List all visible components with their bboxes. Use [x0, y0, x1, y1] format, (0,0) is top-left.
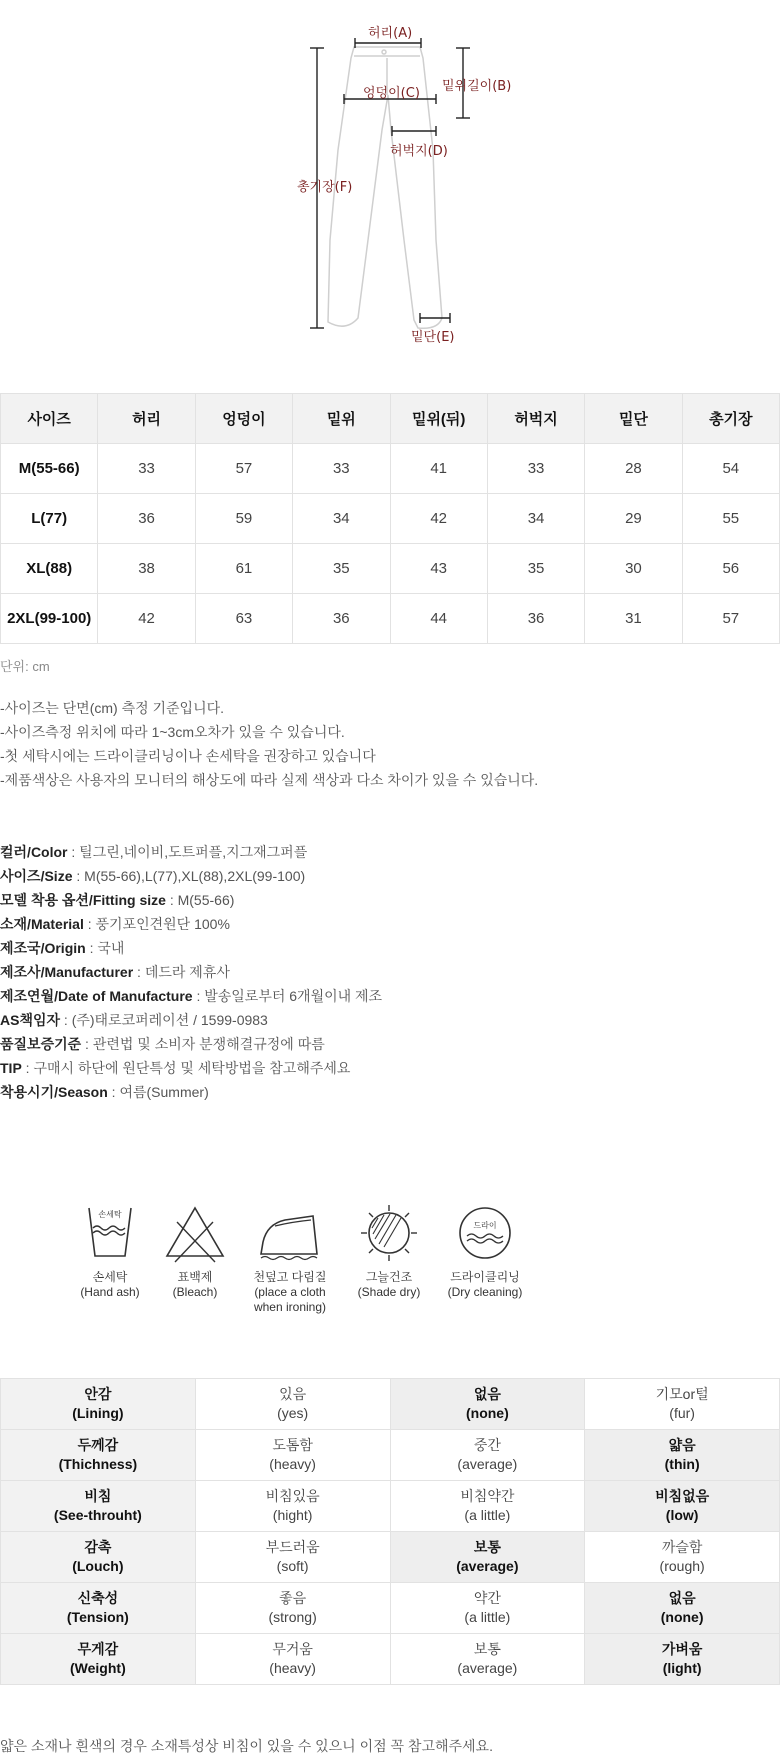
value-cell: 36: [487, 594, 584, 644]
spec-line: [0, 888, 382, 912]
care-iron: [235, 1202, 345, 1315]
opt-en: (yes): [277, 1405, 309, 1421]
opt-ko: 비침약간: [460, 1488, 515, 1504]
value-cell: 33: [293, 444, 390, 494]
care-sublabel: (place a cloth: [254, 1285, 326, 1299]
spec-line: [0, 864, 382, 888]
header-length: 총기장: [682, 394, 779, 444]
spec-value: : M(55-66),L(77),XL(88),2XL(99-100): [72, 868, 306, 884]
value-cell: 44: [390, 594, 487, 644]
opt-en: (heavy): [269, 1456, 316, 1472]
opt-en: (hight): [272, 1507, 313, 1523]
opt-en: (low): [665, 1507, 699, 1523]
opt-en: (a little): [464, 1507, 511, 1523]
opt-ko: 보통: [473, 1641, 501, 1657]
spec-key: TIP: [0, 1060, 22, 1076]
length-label: 총기장(F): [297, 180, 353, 195]
option-cell: [390, 1583, 585, 1634]
option-cell: [195, 1430, 390, 1481]
option-cell: [390, 1430, 585, 1481]
size-cell: M(55-66): [1, 444, 98, 494]
hand-wash-badge: 손세탁: [98, 1210, 122, 1219]
dry-clean-badge: 드라이: [473, 1221, 497, 1230]
opt-ko: 있음: [279, 1386, 307, 1402]
header-hip: 엉덩이: [195, 394, 292, 444]
rise-label: 밑위길이(B): [442, 79, 512, 94]
option-cell: [390, 1634, 585, 1685]
value-cell: 35: [487, 544, 584, 594]
opt-ko: 부드러움: [265, 1539, 320, 1555]
spec-line: [0, 1080, 382, 1104]
opt-ko: 없음: [668, 1590, 696, 1606]
fabric-row-tension: [1, 1583, 780, 1634]
care-dry-clean: [430, 1202, 540, 1300]
attr-en: (Lining): [72, 1405, 124, 1421]
value-cell: 33: [487, 444, 584, 494]
opt-en: (average): [457, 1660, 518, 1676]
value-cell: 34: [293, 494, 390, 544]
spec-key: 품질보증기준: [0, 1036, 82, 1052]
note-line: -사이즈는 단면(cm) 측정 기준입니다.: [0, 700, 225, 716]
spec-value: : (주)태로코퍼레이션 / 1599-0983: [60, 1012, 268, 1028]
opt-en: (none): [660, 1609, 704, 1625]
value-cell: 42: [390, 494, 487, 544]
value-cell: 61: [195, 544, 292, 594]
fabric-table: [0, 1378, 780, 1685]
attr-en: (Thichness): [58, 1456, 138, 1472]
spec-key: 모델 착용 옵션/Fitting size: [0, 892, 166, 908]
spec-key: 제조연월/Date of Manufacture: [0, 988, 193, 1004]
opt-ko: 비침있음: [265, 1488, 320, 1504]
spec-line: [0, 912, 382, 936]
size-cell: L(77): [1, 494, 98, 544]
attr-ko: 신축성: [77, 1590, 119, 1606]
spec-value: : 국내: [85, 940, 125, 956]
spec-value: : 관련법 및 소비자 분쟁해결규정에 따름: [81, 1036, 325, 1052]
attr-cell: [1, 1532, 196, 1583]
pants-illustration: [0, 0, 780, 390]
option-cell: [195, 1583, 390, 1634]
care-sublabel: (Shade dry): [357, 1285, 421, 1299]
value-cell: 34: [487, 494, 584, 544]
measurement-diagram: [0, 0, 780, 390]
product-specs: [0, 840, 382, 1104]
value-cell: 38: [98, 544, 195, 594]
value-cell: 28: [585, 444, 682, 494]
attr-ko: 무게감: [77, 1641, 119, 1657]
opt-ko: 좋음: [279, 1590, 307, 1606]
option-cell: [585, 1532, 780, 1583]
opt-en: (a little): [464, 1609, 511, 1625]
value-cell: 54: [682, 444, 779, 494]
attr-en: (See-throuht): [53, 1507, 142, 1523]
option-cell: [195, 1481, 390, 1532]
thigh-label: 허벅지(D): [390, 144, 448, 159]
spec-line: [0, 1032, 382, 1056]
value-cell: 42: [98, 594, 195, 644]
attr-cell: [1, 1481, 196, 1532]
opt-en: (strong): [268, 1609, 317, 1625]
fabric-row-thickness: [1, 1430, 780, 1481]
opt-ko: 얇음: [668, 1437, 696, 1453]
care-shade-dry: [334, 1202, 444, 1300]
header-size: 사이즈: [1, 394, 98, 444]
spec-key: 소재/Material: [0, 916, 84, 932]
spec-value: : 구매시 하단에 원단특성 및 세탁방법을 참고해주세요: [21, 1060, 351, 1076]
spec-value: : 여름(Summer): [107, 1084, 209, 1100]
attr-cell: [1, 1430, 196, 1481]
value-cell: 33: [98, 444, 195, 494]
attr-en: (Weight): [70, 1660, 126, 1676]
fabric-row-weight: [1, 1634, 780, 1685]
attr-ko: 두께감: [77, 1437, 119, 1453]
header-back-rise: 밑위(뒤): [390, 394, 487, 444]
value-cell: 35: [293, 544, 390, 594]
option-cell-selected: [585, 1634, 780, 1685]
care-sublabel: (Dry cleaning): [447, 1285, 523, 1299]
care-label: 표백제: [177, 1270, 213, 1284]
attr-ko: 비침: [84, 1488, 112, 1504]
no-bleach-icon: [165, 1202, 225, 1264]
opt-ko: 가벼움: [661, 1641, 703, 1657]
value-cell: 63: [195, 594, 292, 644]
value-cell: 59: [195, 494, 292, 544]
spec-key: 컬러/Color: [0, 844, 68, 860]
spec-value: : 데드라 제휴사: [133, 964, 230, 980]
size-notes: [0, 696, 538, 792]
care-sublabel: when ironing): [253, 1300, 327, 1314]
opt-en: (soft): [276, 1558, 309, 1574]
spec-line: [0, 936, 382, 960]
value-cell: 43: [390, 544, 487, 594]
opt-ko: 도톰함: [272, 1437, 313, 1453]
opt-en: (rough): [659, 1558, 705, 1574]
spec-key: 제조사/Manufacturer: [0, 964, 134, 980]
spec-value: : M(55-66): [165, 892, 235, 908]
value-cell: 56: [682, 544, 779, 594]
opt-ko: 약간: [473, 1590, 501, 1606]
attr-cell: [1, 1379, 196, 1430]
opt-en: (fur): [669, 1405, 695, 1421]
option-cell: [195, 1379, 390, 1430]
waist-label: 허리(A): [368, 26, 413, 41]
value-cell: 55: [682, 494, 779, 544]
option-cell-selected: [390, 1532, 585, 1583]
care-label: 천덮고 다림질: [253, 1270, 327, 1284]
opt-ko: 기모or털: [655, 1386, 709, 1402]
attr-ko: 안감: [84, 1386, 112, 1402]
spec-key: 착용시기/Season: [0, 1084, 108, 1100]
attr-en: (Tension): [66, 1609, 129, 1625]
spec-key: 사이즈/Size: [0, 868, 73, 884]
opt-en: (average): [457, 1456, 518, 1472]
dry-clean-icon: [454, 1202, 516, 1264]
care-label: 그늘건조: [365, 1270, 413, 1284]
spec-line: [0, 1008, 382, 1032]
spec-line: [0, 984, 382, 1008]
opt-en: (heavy): [269, 1660, 316, 1676]
care-sublabel: (Hand ash): [80, 1285, 140, 1299]
size-table-header: [1, 394, 780, 444]
hand-wash-icon: [80, 1202, 140, 1264]
size-cell: 2XL(99-100): [1, 594, 98, 644]
value-cell: 30: [585, 544, 682, 594]
spec-key: AS책임자: [0, 1012, 61, 1028]
unit-label: 단위: cm: [0, 659, 50, 674]
option-cell: [390, 1481, 585, 1532]
option-cell: [585, 1379, 780, 1430]
spec-line: [0, 1056, 382, 1080]
header-rise: 밑위: [293, 394, 390, 444]
option-cell-selected: [390, 1379, 585, 1430]
care-no-bleach: [140, 1202, 250, 1300]
opt-en: (average): [456, 1558, 519, 1574]
opt-en: (none): [465, 1405, 509, 1421]
option-cell-selected: [585, 1430, 780, 1481]
opt-ko: 비침없음: [655, 1488, 710, 1504]
value-cell: 57: [195, 444, 292, 494]
option-cell-selected: [585, 1583, 780, 1634]
shade-dry-icon: [358, 1202, 420, 1264]
spec-value: : 풍기포인견원단 100%: [83, 916, 230, 932]
table-row: [1, 544, 780, 594]
hem-label: 밑단(E): [411, 330, 455, 345]
fabric-row-lining: [1, 1379, 780, 1430]
size-cell: XL(88): [1, 544, 98, 594]
care-sublabel: (Bleach): [172, 1285, 218, 1299]
header-waist: 허리: [98, 394, 195, 444]
option-cell: [195, 1634, 390, 1685]
value-cell: 57: [682, 594, 779, 644]
spec-key: 제조국/Origin: [0, 940, 86, 956]
care-label: 드라이클리닝: [450, 1270, 520, 1284]
opt-ko: 보통: [473, 1539, 501, 1555]
attr-ko: 감촉: [84, 1539, 112, 1555]
value-cell: 36: [98, 494, 195, 544]
spec-line: [0, 960, 382, 984]
fabric-row-touch: [1, 1532, 780, 1583]
value-cell: 31: [585, 594, 682, 644]
opt-ko: 없음: [473, 1386, 501, 1402]
see-through-notice: 얇은 소재나 흰색의 경우 소재특성상 비침이 있을 수 있으니 이점 꼭 참고해주세요.: [0, 1738, 493, 1754]
opt-en: (light): [662, 1660, 702, 1676]
hip-label: 엉덩이(C): [363, 86, 420, 101]
value-cell: 41: [390, 444, 487, 494]
attr-cell: [1, 1634, 196, 1685]
opt-ko: 중간: [473, 1437, 501, 1453]
spec-line: [0, 840, 382, 864]
header-thigh: 허벅지: [487, 394, 584, 444]
note-line: -제품색상은 사용자의 모니터의 해상도에 따라 실제 색상과 다소 차이가 있을 수 있습니다.: [0, 772, 539, 788]
fabric-row-see-through: [1, 1481, 780, 1532]
value-cell: 29: [585, 494, 682, 544]
option-cell: [195, 1532, 390, 1583]
option-cell-selected: [585, 1481, 780, 1532]
care-label: 손세탁: [92, 1270, 128, 1284]
value-cell: 36: [293, 594, 390, 644]
spec-value: : 틸그린,네이비,도트퍼플,지그재그퍼플: [67, 844, 308, 860]
note-line: -사이즈측정 위치에 따라 1~3cm오차가 있을 수 있습니다.: [0, 724, 345, 740]
table-row: [1, 444, 780, 494]
iron-icon: [255, 1202, 325, 1264]
opt-en: (thin): [664, 1456, 700, 1472]
spec-value: : 발송일로부터 6개월이내 제조: [192, 988, 383, 1004]
table-row: [1, 594, 780, 644]
table-row: [1, 494, 780, 544]
attr-cell: [1, 1583, 196, 1634]
opt-ko: 까슬함: [661, 1539, 703, 1555]
size-table: [0, 393, 780, 644]
note-line: -첫 세탁시에는 드라이클리닝이나 손세탁을 권장하고 있습니다: [0, 748, 376, 764]
opt-ko: 무거움: [272, 1641, 313, 1657]
header-hem: 밑단: [585, 394, 682, 444]
attr-en: (Louch): [72, 1558, 124, 1574]
